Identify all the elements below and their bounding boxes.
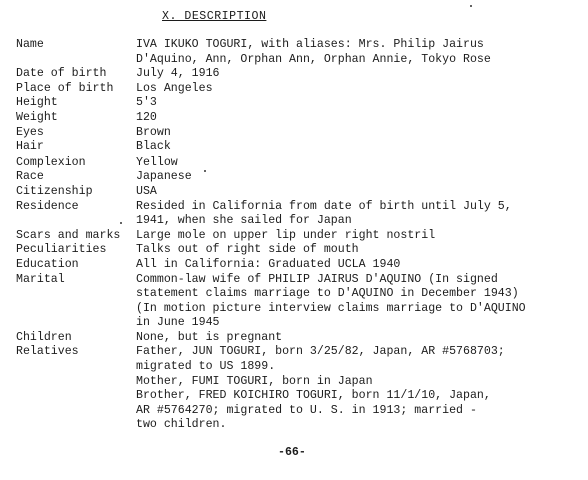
field-label: Education xyxy=(16,257,79,271)
field-value-line: 120 xyxy=(136,110,157,124)
field-value xyxy=(136,243,582,258)
field-value-line: migrated to US 1899. xyxy=(136,360,276,374)
field-label: Height xyxy=(16,96,58,110)
field-value-line: statement claims marriage to D'AQUINO in December 1943) xyxy=(136,287,519,301)
field-value-line: Talks out of right side of mouth xyxy=(136,243,359,257)
description-row xyxy=(16,126,582,141)
field-label: Weight xyxy=(16,110,58,124)
field-label: Residence xyxy=(16,199,79,213)
field-value-line: Brown xyxy=(136,125,171,139)
description-row xyxy=(16,243,582,258)
description-list xyxy=(16,38,582,433)
field-value xyxy=(136,170,582,185)
field-label: Relatives xyxy=(16,345,79,359)
field-value-line: Black xyxy=(136,140,171,154)
description-row xyxy=(16,156,582,171)
description-row xyxy=(16,200,582,229)
field-value xyxy=(136,82,582,97)
field-value-line: D'Aquino, Ann, Orphan Ann, Orphan Annie, Tokyo Rose xyxy=(136,52,491,66)
description-row xyxy=(16,111,582,126)
field-label: Peculiarities xyxy=(16,243,107,257)
field-value-line: USA xyxy=(136,184,157,198)
scan-speck xyxy=(470,5,472,7)
description-row xyxy=(16,38,582,67)
field-label: Name xyxy=(16,38,44,51)
field-label: Race xyxy=(16,170,44,184)
field-label: Hair xyxy=(16,140,44,154)
field-value-line: None, but is pregnant xyxy=(136,330,283,344)
field-value xyxy=(136,185,582,200)
field-label: Scars and marks xyxy=(16,228,121,242)
field-value xyxy=(136,331,582,346)
field-value-line: Mother, FUMI TOGURI, born in Japan xyxy=(136,374,373,388)
field-value-line: in June 1945 xyxy=(136,316,220,330)
description-row xyxy=(16,140,582,155)
field-value xyxy=(136,229,582,244)
field-value-line: 1941, when she sailed for Japan xyxy=(136,214,352,228)
field-value xyxy=(136,38,582,67)
field-value xyxy=(136,96,582,111)
description-row xyxy=(16,345,582,433)
field-value xyxy=(136,126,582,141)
field-value-line: Japanese xyxy=(136,170,192,184)
description-row xyxy=(16,185,582,200)
field-label: Eyes xyxy=(16,125,44,139)
description-row xyxy=(16,273,582,331)
field-value-line: IVA IKUKO TOGURI, with aliases: Mrs. Philip Jairus xyxy=(136,38,484,51)
field-value-line: Yellow xyxy=(136,155,178,169)
field-value-line: Large mole on upper lip under right nostril xyxy=(136,228,436,242)
field-value-line: Resided in California from date of birth until July 5, xyxy=(136,199,512,213)
field-label: Date of birth xyxy=(16,67,107,81)
field-value xyxy=(136,200,582,229)
field-value-line: AR #5764270; migrated to U. S. in 1913; married - xyxy=(136,403,477,417)
field-value-line: All in California: Graduated UCLA 1940 xyxy=(136,257,401,271)
description-row xyxy=(16,82,582,97)
description-row xyxy=(16,229,582,244)
field-value xyxy=(136,156,582,171)
field-value xyxy=(136,345,582,433)
field-value-line: July 4, 1916 xyxy=(136,67,220,81)
scan-speck xyxy=(204,170,206,172)
section-heading: X. DESCRIPTION xyxy=(162,10,267,23)
field-value-line: two children. xyxy=(136,418,227,432)
description-row xyxy=(16,67,582,82)
page-number: -66- xyxy=(278,446,306,459)
description-row xyxy=(16,331,582,346)
description-row xyxy=(16,258,582,273)
field-value-line: Brother, FRED KOICHIRO TOGURI, born 11/1/10, Japan, xyxy=(136,389,491,403)
scan-speck xyxy=(120,222,122,224)
field-value-line: (In motion picture interview claims marriage to D'AQUINO xyxy=(136,301,526,315)
field-label: Complexion xyxy=(16,155,86,169)
field-label: Marital xyxy=(16,272,65,286)
field-value xyxy=(136,111,582,126)
field-label: Citizenship xyxy=(16,184,93,198)
field-label: Children xyxy=(16,330,72,344)
field-value-line: Father, JUN TOGURI, born 3/25/82, Japan, AR #5768703; xyxy=(136,345,505,359)
field-label: Place of birth xyxy=(16,81,114,95)
description-row xyxy=(16,96,582,111)
field-value-line: Common-law wife of PHILIP JAIRUS D'AQUINO (In signed xyxy=(136,272,498,286)
field-value-line: 5'3 xyxy=(136,96,157,110)
field-value xyxy=(136,140,582,155)
field-value xyxy=(136,258,582,273)
field-value xyxy=(136,67,582,82)
description-row xyxy=(16,170,582,185)
field-value xyxy=(136,273,582,331)
field-value-line: Los Angeles xyxy=(136,81,213,95)
